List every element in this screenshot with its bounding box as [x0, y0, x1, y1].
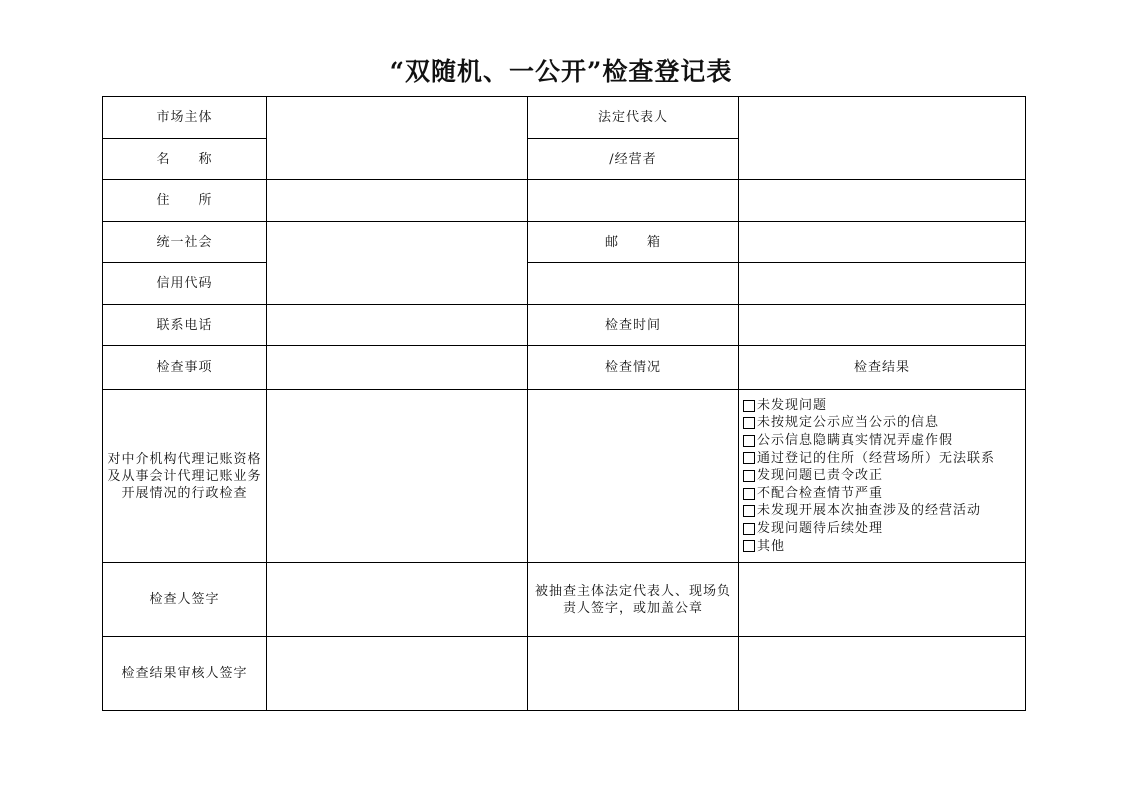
result-option[interactable] — [743, 397, 1021, 415]
result-option-label: 通过登记的住所（经营场所）无法联系 — [757, 450, 996, 466]
checkbox[interactable] — [743, 505, 755, 517]
label-check-result: 检查结果 — [739, 346, 1026, 390]
empty-cell — [739, 637, 1026, 711]
label-subject-signature: 被抽查主体法定代表人、现场负责人签字，或加盖公章 — [528, 563, 739, 637]
label-legal-rep-line2: /经营者 — [528, 139, 739, 180]
result-option[interactable] — [743, 414, 1021, 432]
result-option-label: 未发现问题 — [757, 397, 828, 413]
subject-name-field[interactable] — [267, 97, 528, 180]
result-options — [739, 390, 1026, 563]
result-option-label: 公示信息隐瞒真实情况弄虚作假 — [757, 433, 954, 449]
email-field[interactable] — [739, 222, 1026, 263]
empty-cell — [528, 637, 739, 711]
empty-cell — [739, 180, 1026, 222]
check-situation-field[interactable] — [528, 390, 739, 563]
label-reviewer-signature: 检查结果审核人签字 — [103, 637, 267, 711]
result-option[interactable] — [743, 450, 1021, 468]
checkbox[interactable] — [743, 435, 755, 447]
result-option[interactable] — [743, 502, 1021, 520]
empty-cell — [267, 346, 528, 390]
label-check-situation: 检查情况 — [528, 346, 739, 390]
label-credit-code-line1: 统一社会 — [103, 222, 267, 263]
result-option-label: 不配合检查情节严重 — [757, 485, 884, 501]
phone-field[interactable] — [267, 305, 528, 346]
result-option[interactable] — [743, 485, 1021, 503]
result-option[interactable] — [743, 432, 1021, 450]
checkbox[interactable] — [743, 470, 755, 482]
label-subject-name-line2: 名 称 — [103, 139, 267, 180]
check-time-field[interactable] — [739, 305, 1026, 346]
label-phone: 联系电话 — [103, 305, 267, 346]
result-option[interactable] — [743, 538, 1021, 556]
label-check-item: 检查事项 — [103, 346, 267, 390]
address-field[interactable] — [267, 180, 528, 222]
empty-cell — [528, 180, 739, 222]
label-email: 邮 箱 — [528, 222, 739, 263]
registration-form — [102, 96, 1026, 711]
check-item-description: 对中介机构代理记账资格及从事会计代理记账业务开展情况的行政检查 — [103, 390, 267, 563]
page-title: “双随机、一公开”检查登记表 — [389, 57, 733, 86]
checkbox[interactable] — [743, 523, 755, 535]
label-legal-rep-line1: 法定代表人 — [528, 97, 739, 139]
result-option[interactable] — [743, 467, 1021, 485]
result-option-label: 未按规定公示应当公示的信息 — [757, 415, 940, 431]
legal-rep-field[interactable] — [739, 97, 1026, 180]
checkbox[interactable] — [743, 452, 755, 464]
label-credit-code-line2: 信用代码 — [103, 263, 267, 305]
check-item-notes-field[interactable] — [267, 390, 528, 563]
label-address: 住 所 — [103, 180, 267, 222]
result-option-label: 未发现开展本次抽查涉及的经营活动 — [757, 503, 982, 519]
checkbox[interactable] — [743, 488, 755, 500]
label-subject-name-line1: 市场主体 — [103, 97, 267, 139]
result-option-label: 发现问题已责令改正 — [757, 468, 884, 484]
checkbox[interactable] — [743, 417, 755, 429]
credit-code-field[interactable] — [267, 222, 528, 305]
checkbox[interactable] — [743, 400, 755, 412]
inspector-signature-field[interactable] — [267, 563, 528, 637]
empty-cell — [528, 263, 739, 305]
result-option-label: 发现问题待后续处理 — [757, 520, 884, 536]
result-option[interactable] — [743, 520, 1021, 538]
label-inspector-signature: 检查人签字 — [103, 563, 267, 637]
empty-cell — [739, 263, 1026, 305]
subject-signature-field[interactable] — [739, 563, 1026, 637]
label-check-time: 检查时间 — [528, 305, 739, 346]
reviewer-signature-field[interactable] — [267, 637, 528, 711]
result-option-label: 其他 — [757, 538, 786, 554]
checkbox[interactable] — [743, 540, 755, 552]
